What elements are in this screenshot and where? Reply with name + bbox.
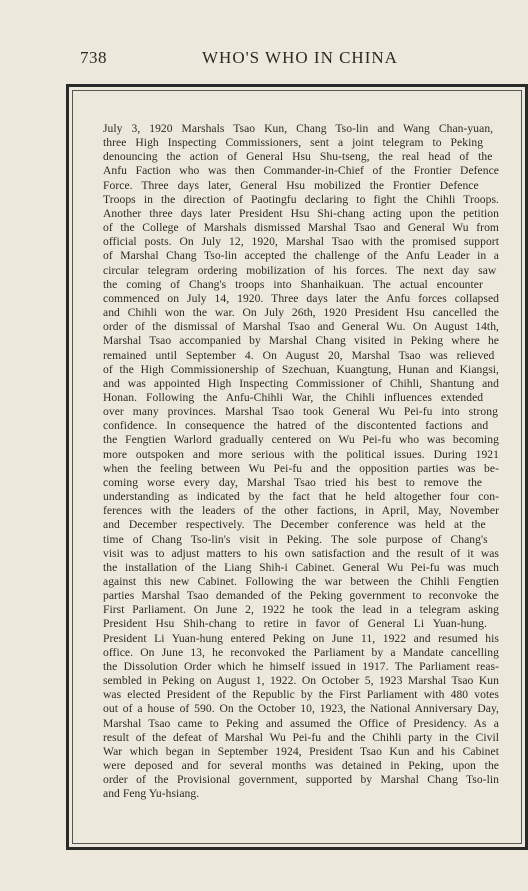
text-line: the Dissolution Order which he himself issued in 1917. The Parliament reas-: [103, 659, 499, 673]
text-line: of the College of Marshals dismissed Marshal Tsao and General Wu from: [103, 221, 499, 235]
text-line: order of the Provisional government, supported by Marshal Chang Tso-lin: [103, 773, 499, 787]
text-line: order of the dismissal of Marshal Tsao and General Wu. On August 14th,: [103, 320, 499, 334]
text-line: when the feeling between Wu Pei-fu and the opposition parties was be-: [103, 461, 499, 475]
text-line: Force. Three days later, General Hsu mobilized the Frontier Defence: [103, 178, 479, 192]
text-line: the Fengtien Warlord gradually centered on Wu Pei-fu who was becoming: [103, 433, 499, 447]
body-text: [103, 122, 499, 802]
text-line: Marshal Tsao came to Peking and assumed the Office of Presidency. As a: [103, 716, 499, 730]
text-line: out of a house of 590. On the October 10, 1923, the National Anniversary Day,: [103, 702, 499, 716]
text-line: Honan. Following the Anfu-Chihli War, the Chihli influences extended: [103, 390, 484, 404]
text-line: and Feng Yu-hsiang.: [103, 787, 200, 801]
text-line: and Chihli won the war. On July 26th, 1920 President Hsu cancelled the: [103, 306, 499, 320]
text-line: confidence. In consequence the hatred of the discontented factions and: [103, 419, 489, 433]
text-line: over many provinces. Marshal Tsao took General Wu Pei-fu into strong: [103, 405, 498, 419]
text-line: Anfu Faction who was then Commander-in-Chief of the Frontier Defence: [103, 164, 499, 178]
text-line: circular telegram ordering mobilization of his forces. The next day saw: [103, 263, 497, 277]
text-line: parties Marshal Tsao demanded of the Peking government to reconvoke the: [103, 589, 499, 603]
page-number: 738: [80, 48, 107, 67]
text-line: President Hsu Shih-chang to retire in favor of General Li Yuan-hung.: [103, 617, 487, 631]
text-line: coming worse every day, Marshal Tsao tried his best to remove the: [103, 475, 483, 489]
text-line: remained until September 4. On August 20, Marshal Tsao was relieved: [103, 348, 495, 362]
text-line: visit was to adjust matters to his own satisfaction and the result of it was: [103, 546, 499, 560]
text-line: of the High Commissionership of Szechuan, Kuangtung, Hunan and Kiangsi,: [103, 362, 499, 376]
text-line: July 3, 1920 Marshals Tsao Kun, Chang Tso-lin and Wang Chan-yuan,: [103, 122, 494, 135]
text-line: was elected President of the Republic by the First Parliament with 480 votes: [103, 688, 499, 702]
text-line: Marshal Tsao accompanied by Marshal Chang visited in Peking where he: [103, 334, 499, 348]
text-line: and December respectively. The December conference was held at the: [103, 518, 486, 532]
text-line: Another three days later President Hsu Shi-chang acting upon the petition: [103, 206, 499, 220]
text-line: three High Inspecting Commissioners, sent a joint telegram to Peking: [103, 136, 484, 150]
text-line: more outspoken and more serious with the political issues. During 1921: [103, 447, 499, 461]
text-line: against this new Cabinet. Following the war between the Chihli Fengtien: [103, 575, 499, 588]
text-line: ferences with the leaders of the other factions, in April, May, November: [103, 504, 499, 518]
running-title: WHO'S WHO IN CHINA: [202, 48, 398, 67]
text-line: sembled in Peking on August 1, 1922. On October 5, 1923 Marshal Tsao Kun: [103, 674, 499, 688]
text-line: of Marshal Chang Tso-lin accepted the challenge of the Anfu Leader in a: [103, 249, 499, 263]
text-line: result of the defeat of Marshal Wu Pei-fu and the Chihli party in the Civil: [103, 730, 499, 744]
text-line: commenced on July 14, 1920. Three days later the Anfu forces collapsed: [103, 291, 499, 305]
text-line: the coming of Chang's troops into Shanhaikuan. The actual encounter: [103, 277, 483, 291]
text-line: understanding as indicated by the fact that he held altogether four con-: [103, 490, 499, 504]
text-line: War which began in September 1924, President Tsao Kun and his Cabinet: [103, 744, 499, 758]
text-line: the installation of the Liang Shih-i Cabinet. General Wu Pei-fu was much: [103, 560, 499, 574]
text-line: time of Chang Tso-lin's visit in Peking. The sole purpose of Chang's: [103, 532, 488, 546]
text-line: official posts. On July 12, 1920, Marshal Tsao with the promised support: [103, 235, 499, 249]
text-line: office. On June 13, he reconvoked the Parliament by a Mandate cancelling: [103, 645, 499, 659]
text-line: were deposed and for several months was detained in Peking, upon the: [103, 759, 499, 773]
text-line: and was appointed High Inspecting Commissioner of Chihli, Shantung and: [103, 376, 499, 390]
text-line: Troops in the direction of Paotingfu declaring to fight the Chihli Troops.: [103, 192, 499, 206]
text-line: denouncing the action of General Hsu Shu-tseng, the real head of the: [103, 150, 493, 164]
text-line: First Parliament. On June 2, 1922 he took the lead in a telegram asking: [103, 603, 499, 617]
text-line: President Li Yuan-hung entered Peking on June 11, 1922 and resumed his: [103, 631, 499, 645]
